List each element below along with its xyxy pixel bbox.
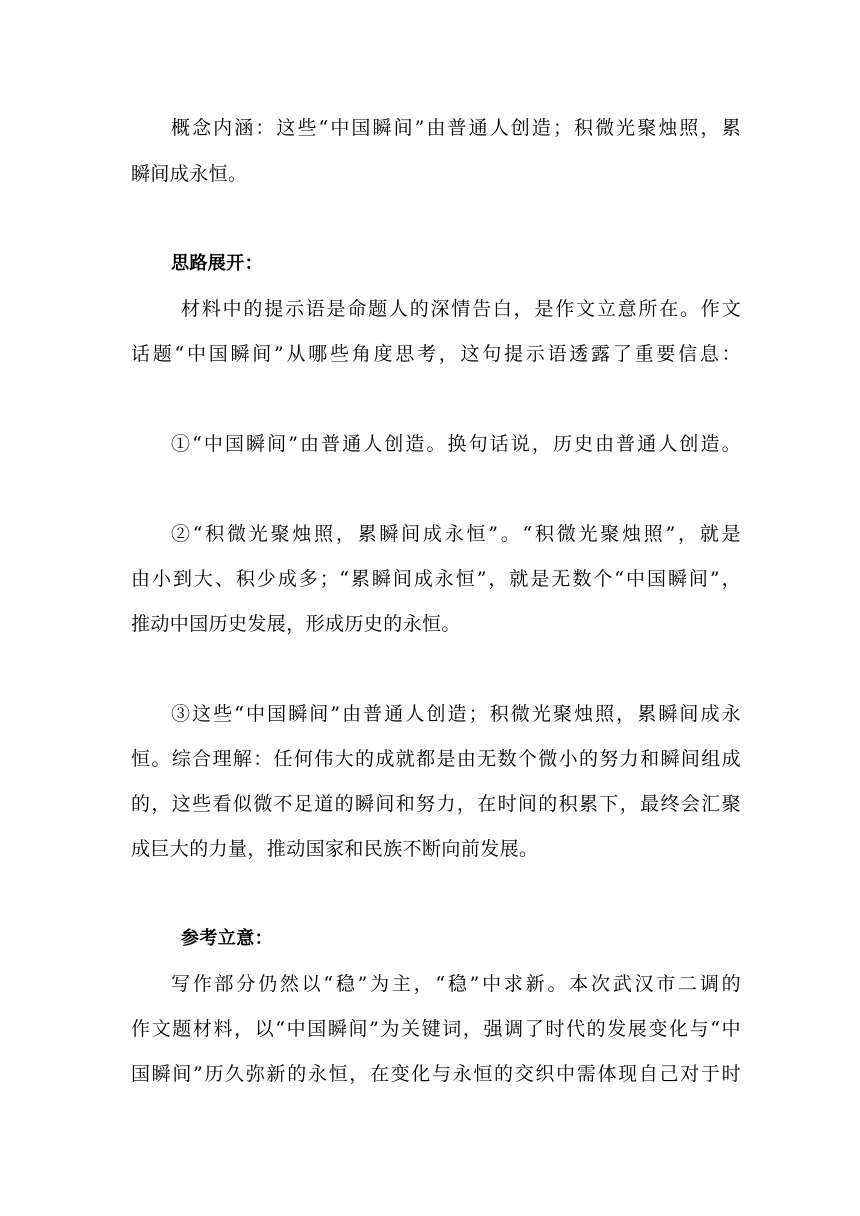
thinking-point-1: ①“中国瞬间”由普通人创造。换句话说，历史由普通人创造。 [171,433,741,455]
thinking-point-2-line-1: ②“积微光聚烛照，累瞬间成永恒”。“积微光聚烛照”，就是 [171,523,741,545]
thinking-point-2-line-3: 推动中国历史发展，形成历史的永恒。 [131,613,461,635]
thinking-heading: 思路展开： [171,253,263,274]
thinking-point-3-line-1: ③这些“中国瞬间”由普通人创造；积微光聚烛照，累瞬间成永 [171,703,741,725]
thinking-intro-line-2: 话题“中国瞬间”从哪些角度思考，这句提示语透露了重要信息： [131,343,741,365]
concept-line-1: 概念内涵：这些“中国瞬间”由普通人创造；积微光聚烛照，累 [171,117,741,139]
reference-line-2: 作文题材料，以“中国瞬间”为关键词，强调了时代的发展变化与“中 [131,1018,741,1040]
concept-line-2: 瞬间成永恒。 [131,163,248,185]
thinking-point-3-line-2: 恒。综合理解：任何伟大的成就都是由无数个微小的努力和瞬间组成 [131,748,741,770]
reference-line-3: 国瞬间”历久弥新的永恒，在变化与永恒的交织中需体现自己对于时 [131,1063,741,1085]
reference-line-1: 写作部分仍然以“稳”为主，“稳”中求新。本次武汉市二调的 [171,973,741,995]
thinking-point-2-line-2: 由小到大、积少成多；“累瞬间成永恒”，就是无数个“中国瞬间”， [131,568,741,590]
thinking-intro-line-1: 材料中的提示语是命题人的深情告白，是作文立意所在。作文 [181,298,741,320]
reference-heading: 参考立意： [181,928,273,949]
thinking-point-3-line-3: 的，这些看似微不足道的瞬间和努力，在时间的积累下，最终会汇聚 [131,793,741,815]
thinking-point-3-line-4: 成巨大的力量，推动国家和民族不断向前发展。 [131,838,539,860]
